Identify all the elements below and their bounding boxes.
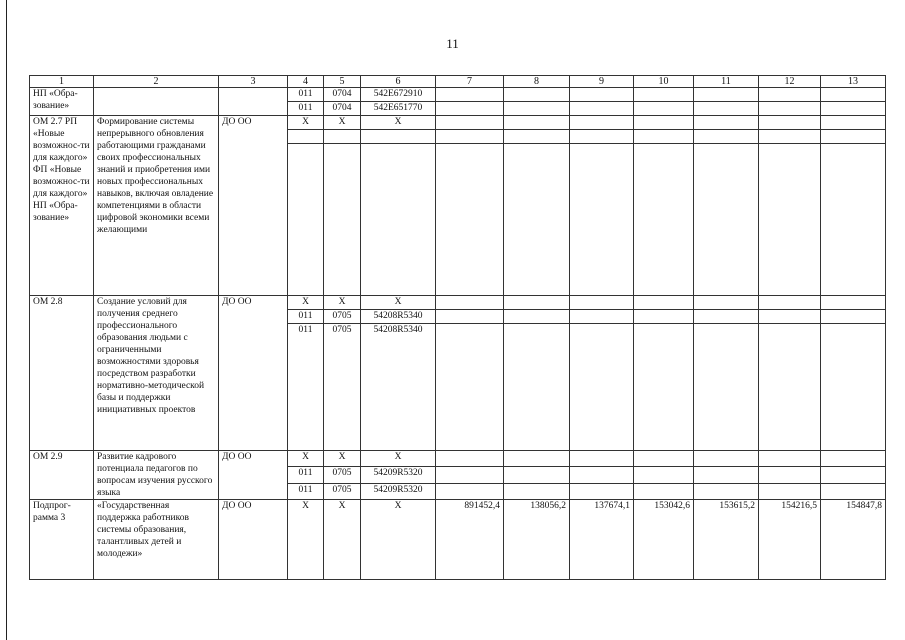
cell-csr: 542E651770	[361, 102, 436, 116]
cell-amount: 154847,8	[821, 500, 886, 580]
cell-section: 0705	[324, 483, 361, 499]
col-header: 9	[570, 76, 634, 88]
cell-section: 0705	[324, 324, 361, 451]
cell-csr: 54209R5320	[361, 483, 436, 499]
col-header: 12	[759, 76, 821, 88]
cell-amount: 153042,6	[634, 500, 694, 580]
header-row	[30, 76, 886, 88]
table-row	[30, 500, 886, 580]
cell-grbs: 011	[288, 483, 324, 499]
cell-csr: 54209R5320	[361, 467, 436, 483]
cell-section: Х	[324, 500, 361, 580]
program-name: ОМ 2.7 РП «Новые возможнос-ти для каждого» ФП «Новые возможнос-ти для каждого» НП «Обра-зование»	[30, 116, 94, 296]
cell-section: 0705	[324, 467, 361, 483]
program-name: ОМ 2.9	[30, 451, 94, 500]
col-header: 6	[361, 76, 436, 88]
table-row	[30, 88, 886, 102]
col-header: 2	[94, 76, 219, 88]
cell-csr: Х	[361, 500, 436, 580]
cell-amount: 137674,1	[570, 500, 634, 580]
cell-csr: Х	[361, 116, 436, 130]
executor: ДО ОО	[219, 451, 288, 500]
cell-grbs: Х	[288, 500, 324, 580]
cell-grbs: Х	[288, 116, 324, 130]
cell-section: 0704	[324, 88, 361, 102]
cell-section: Х	[324, 451, 361, 467]
col-header: 3	[219, 76, 288, 88]
cell-grbs: 011	[288, 324, 324, 451]
cell-amount: 154216,5	[759, 500, 821, 580]
program-name: Подпрог-рамма 3	[30, 500, 94, 580]
cell-amount: 138056,2	[504, 500, 570, 580]
program-description: Формирование системы непрерывного обновления работающими гражданами своих профессиональных знаний и приобретения ими новых профессиональных навыков, включая овладение компетенциями в области цифровой экономики всеми желающими	[94, 116, 219, 296]
col-header: 11	[694, 76, 759, 88]
cell-grbs: 011	[288, 102, 324, 116]
cell-csr: Х	[361, 451, 436, 467]
cell-amount: 891452,4	[436, 500, 504, 580]
program-description: Развитие кадрового потенциала педагогов по вопросам изучения русского языка	[94, 451, 219, 500]
executor: ДО ОО	[219, 500, 288, 580]
executor: ДО ОО	[219, 296, 288, 451]
table-row	[30, 116, 886, 130]
program-name: НП «Обра-зование»	[30, 88, 94, 116]
cell-section: 0705	[324, 310, 361, 324]
page-number: 11	[446, 36, 459, 51]
cell-section: 0704	[324, 102, 361, 116]
cell-grbs: 011	[288, 467, 324, 483]
cell-csr: 542E672910	[361, 88, 436, 102]
page-margin-rule	[6, 0, 7, 640]
cell-csr: 54208R5340	[361, 310, 436, 324]
cell-csr: Х	[361, 296, 436, 310]
program-description: Создание условий для получения среднего профессионального образования людьми с ограниченными возможностями здоровья посредством разработки нормативно-методической базы и поддержки инициативных проектов	[94, 296, 219, 451]
table-row	[30, 296, 886, 310]
budget-table	[29, 75, 886, 580]
cell-section: Х	[324, 296, 361, 310]
program-description: «Государственная поддержка работников системы образования, талантливых детей и молодежи»	[94, 500, 219, 580]
executor: ДО ОО	[219, 116, 288, 296]
cell-grbs: 011	[288, 88, 324, 102]
col-header: 5	[324, 76, 361, 88]
col-header: 7	[436, 76, 504, 88]
cell-amount: 153615,2	[694, 500, 759, 580]
col-header: 13	[821, 76, 886, 88]
col-header: 8	[504, 76, 570, 88]
program-name: ОМ 2.8	[30, 296, 94, 451]
table-row	[30, 451, 886, 467]
col-header: 4	[288, 76, 324, 88]
col-header: 1	[30, 76, 94, 88]
col-header: 10	[634, 76, 694, 88]
cell-grbs: Х	[288, 451, 324, 467]
cell-csr: 54208R5340	[361, 324, 436, 451]
cell-grbs: Х	[288, 296, 324, 310]
cell-grbs: 011	[288, 310, 324, 324]
cell-section: Х	[324, 116, 361, 130]
